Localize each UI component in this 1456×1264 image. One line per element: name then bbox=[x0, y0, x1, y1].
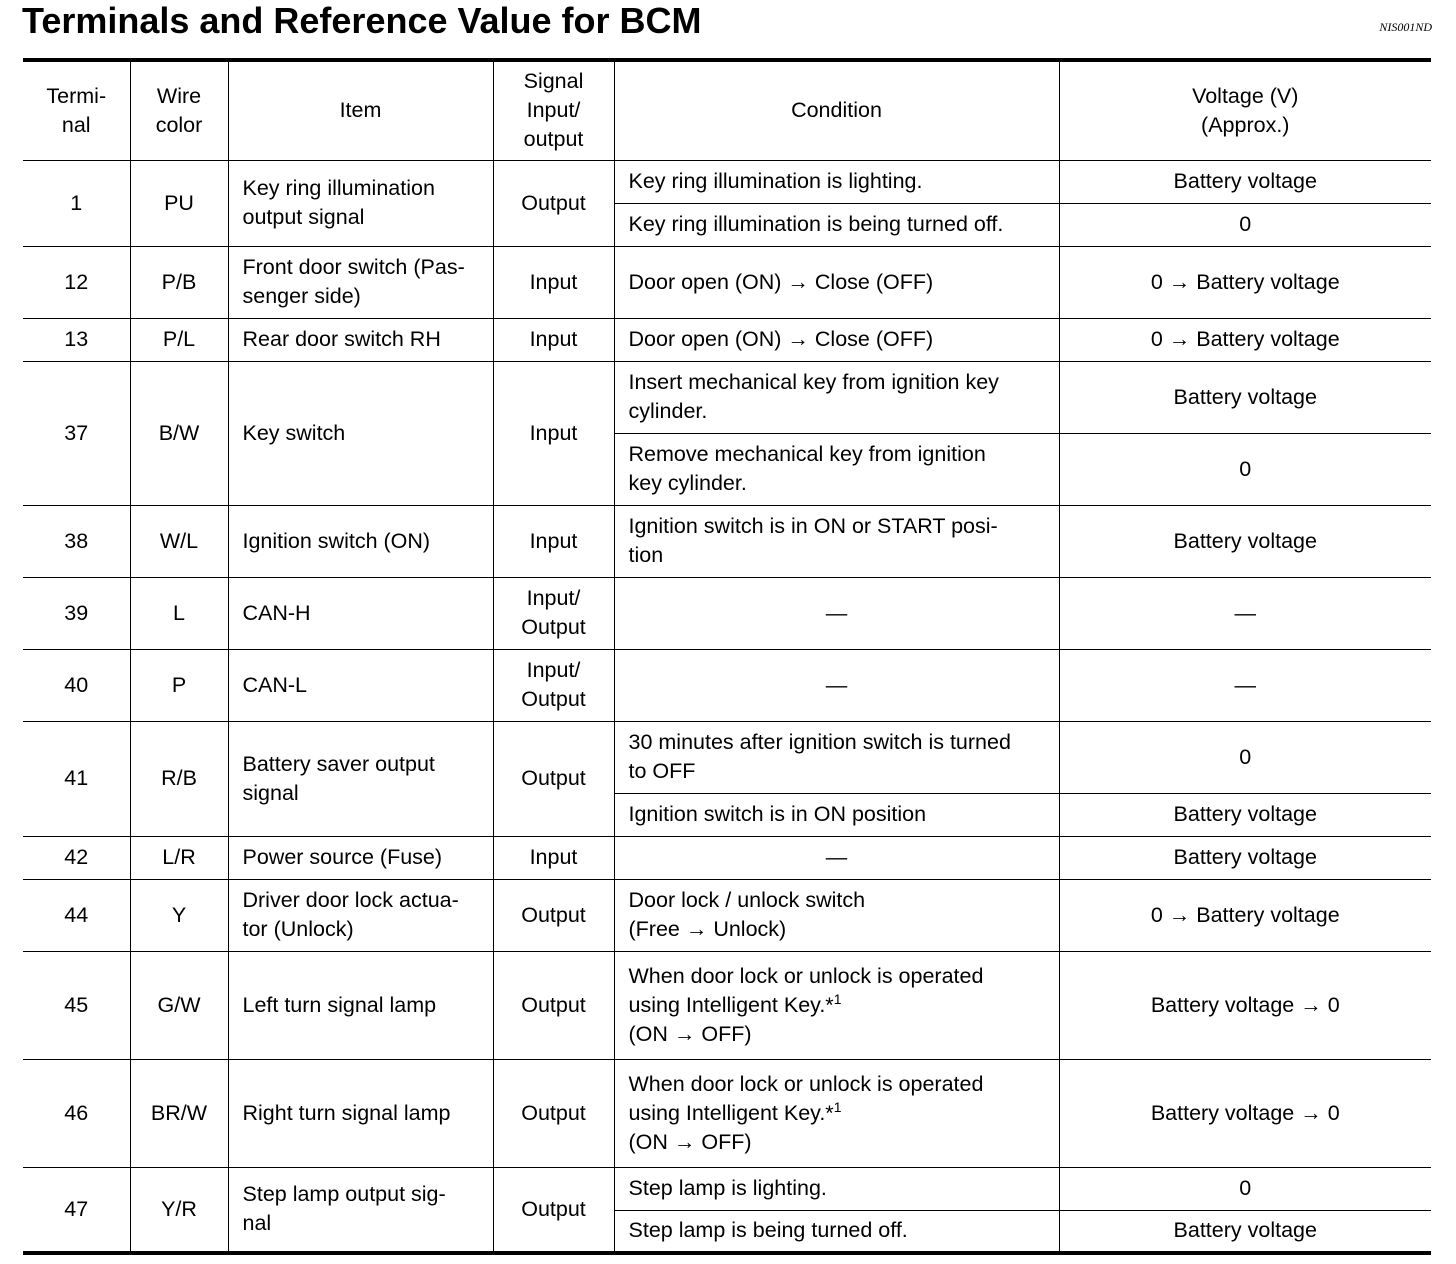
signal-cell: Input bbox=[493, 836, 614, 879]
voltage-cell: Battery voltage bbox=[1059, 1210, 1431, 1253]
signal-cell: Input/ Output bbox=[493, 577, 614, 649]
item-cell: CAN-L bbox=[228, 649, 493, 721]
voltage-cell: 0 → Battery voltage bbox=[1059, 318, 1431, 361]
bcm-terminal-table bbox=[23, 58, 1431, 1255]
table-row bbox=[23, 505, 1431, 577]
wire-color-cell: L/R bbox=[130, 836, 228, 879]
voltage-cell: 0 bbox=[1059, 721, 1431, 793]
header-terminal: Termi- nal bbox=[23, 60, 130, 160]
page-title: Terminals and Reference Value for BCM bbox=[22, 0, 702, 41]
item-cell: Right turn signal lamp bbox=[228, 1059, 493, 1167]
table-row bbox=[23, 649, 1431, 721]
item-cell: CAN-H bbox=[228, 577, 493, 649]
terminal-cell: 13 bbox=[23, 318, 130, 361]
wire-color-cell: BR/W bbox=[130, 1059, 228, 1167]
condition-cell: Remove mechanical key from ignition key cylinder. bbox=[614, 433, 1059, 505]
item-cell: Rear door switch RH bbox=[228, 318, 493, 361]
condition-cell: — bbox=[614, 836, 1059, 879]
signal-cell: Output bbox=[493, 1059, 614, 1167]
table-row bbox=[23, 1167, 1431, 1210]
item-cell: Battery saver output signal bbox=[228, 721, 493, 836]
condition-cell: Door lock / unlock switch (Free → Unlock) bbox=[614, 879, 1059, 951]
signal-cell: Input bbox=[493, 361, 614, 505]
header-wire-color: Wire color bbox=[130, 60, 228, 160]
voltage-cell: — bbox=[1059, 577, 1431, 649]
condition-cell: — bbox=[614, 577, 1059, 649]
condition-cell: Insert mechanical key from ignition key cylinder. bbox=[614, 361, 1059, 433]
item-cell: Key ring illumination output signal bbox=[228, 160, 493, 246]
wire-color-cell: G/W bbox=[130, 951, 228, 1059]
terminal-cell: 40 bbox=[23, 649, 130, 721]
wire-color-cell: P bbox=[130, 649, 228, 721]
signal-cell: Output bbox=[493, 951, 614, 1059]
signal-cell: Input/ Output bbox=[493, 649, 614, 721]
condition-cell: Step lamp is lighting. bbox=[614, 1167, 1059, 1210]
item-cell: Driver door lock actua- tor (Unlock) bbox=[228, 879, 493, 951]
voltage-cell: Battery voltage bbox=[1059, 505, 1431, 577]
condition-cell: Key ring illumination is lighting. bbox=[614, 160, 1059, 203]
signal-cell: Input bbox=[493, 318, 614, 361]
wire-color-cell: L bbox=[130, 577, 228, 649]
table-row bbox=[23, 361, 1431, 433]
terminal-cell: 39 bbox=[23, 577, 130, 649]
table-row bbox=[23, 951, 1431, 1059]
condition-cell: When door lock or unlock is operated using Intelligent Key.*$^1$ (ON → OFF) bbox=[614, 951, 1059, 1059]
table-row bbox=[23, 246, 1431, 318]
table-row bbox=[23, 577, 1431, 649]
item-cell: Left turn signal lamp bbox=[228, 951, 493, 1059]
terminal-cell: 37 bbox=[23, 361, 130, 505]
header-item: Item bbox=[228, 60, 493, 160]
terminal-cell: 1 bbox=[23, 160, 130, 246]
header-voltage: Voltage (V) (Approx.) bbox=[1059, 60, 1431, 160]
header-condition: Condition bbox=[614, 60, 1059, 160]
wire-color-cell: Y/R bbox=[130, 1167, 228, 1253]
table-row bbox=[23, 1059, 1431, 1167]
condition-cell: When door lock or unlock is operated using Intelligent Key.*$^1$ (ON → OFF) bbox=[614, 1059, 1059, 1167]
voltage-cell: Battery voltage → 0 bbox=[1059, 951, 1431, 1059]
terminal-cell: 47 bbox=[23, 1167, 130, 1253]
item-cell: Front door switch (Pas- senger side) bbox=[228, 246, 493, 318]
wire-color-cell: B/W bbox=[130, 361, 228, 505]
signal-cell: Output bbox=[493, 721, 614, 836]
signal-cell: Input bbox=[493, 505, 614, 577]
terminal-cell: 46 bbox=[23, 1059, 130, 1167]
wire-color-cell: PU bbox=[130, 160, 228, 246]
table-row bbox=[23, 721, 1431, 793]
table-row bbox=[23, 318, 1431, 361]
condition-cell: Door open (ON) → Close (OFF) bbox=[614, 246, 1059, 318]
table-header-row bbox=[23, 60, 1431, 160]
voltage-cell: Battery voltage bbox=[1059, 361, 1431, 433]
condition-cell: Ignition switch is in ON position bbox=[614, 793, 1059, 836]
wire-color-cell: Y bbox=[130, 879, 228, 951]
table-row bbox=[23, 836, 1431, 879]
terminal-cell: 41 bbox=[23, 721, 130, 836]
voltage-cell: 0 → Battery voltage bbox=[1059, 246, 1431, 318]
wire-color-cell: P/B bbox=[130, 246, 228, 318]
voltage-cell: 0 → Battery voltage bbox=[1059, 879, 1431, 951]
item-cell: Power source (Fuse) bbox=[228, 836, 493, 879]
terminal-cell: 45 bbox=[23, 951, 130, 1059]
terminal-cell: 42 bbox=[23, 836, 130, 879]
voltage-cell: 0 bbox=[1059, 1167, 1431, 1210]
wire-color-cell: R/B bbox=[130, 721, 228, 836]
voltage-cell: Battery voltage bbox=[1059, 160, 1431, 203]
terminal-cell: 44 bbox=[23, 879, 130, 951]
voltage-cell: — bbox=[1059, 649, 1431, 721]
condition-cell: Door open (ON) → Close (OFF) bbox=[614, 318, 1059, 361]
signal-cell: Output bbox=[493, 160, 614, 246]
voltage-cell: Battery voltage bbox=[1059, 793, 1431, 836]
item-cell: Step lamp output sig- nal bbox=[228, 1167, 493, 1253]
table-row bbox=[23, 879, 1431, 951]
voltage-cell: 0 bbox=[1059, 203, 1431, 246]
table-row bbox=[23, 160, 1431, 203]
condition-cell: — bbox=[614, 649, 1059, 721]
signal-cell: Input bbox=[493, 246, 614, 318]
header-signal: Signal Input/ output bbox=[493, 60, 614, 160]
wire-color-cell: W/L bbox=[130, 505, 228, 577]
voltage-cell: Battery voltage → 0 bbox=[1059, 1059, 1431, 1167]
table-body bbox=[23, 160, 1431, 1253]
signal-cell: Output bbox=[493, 1167, 614, 1253]
voltage-cell: Battery voltage bbox=[1059, 836, 1431, 879]
signal-cell: Output bbox=[493, 879, 614, 951]
condition-cell: Step lamp is being turned off. bbox=[614, 1210, 1059, 1253]
document-code: NIS001ND bbox=[1379, 20, 1432, 34]
item-cell: Key switch bbox=[228, 361, 493, 505]
terminal-cell: 38 bbox=[23, 505, 130, 577]
item-cell: Ignition switch (ON) bbox=[228, 505, 493, 577]
condition-cell: Ignition switch is in ON or START posi- tion bbox=[614, 505, 1059, 577]
voltage-cell: 0 bbox=[1059, 433, 1431, 505]
condition-cell: Key ring illumination is being turned off. bbox=[614, 203, 1059, 246]
terminal-cell: 12 bbox=[23, 246, 130, 318]
wire-color-cell: P/L bbox=[130, 318, 228, 361]
condition-cell: 30 minutes after ignition switch is turned to OFF bbox=[614, 721, 1059, 793]
